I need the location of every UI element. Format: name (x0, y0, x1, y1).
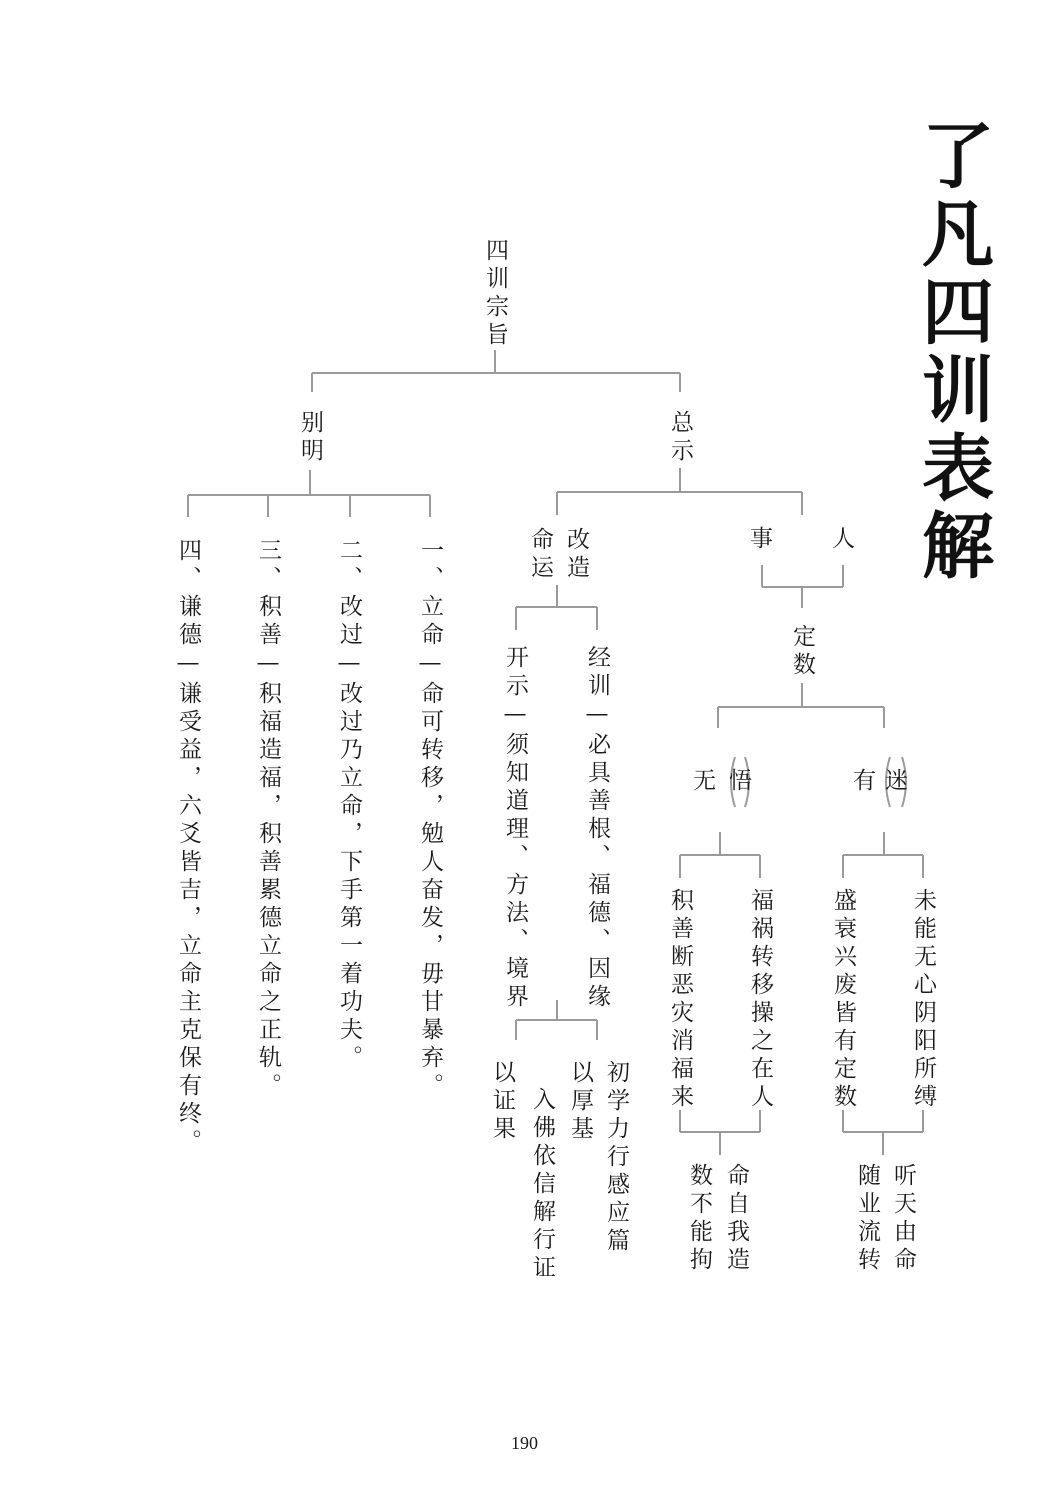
node-wu: 无 (693, 768, 716, 794)
wu-item-1: 福祸转移操之在人 (747, 888, 773, 1112)
node-ren: 人 (832, 526, 855, 552)
sub-item-4: 以证果 (489, 1060, 515, 1144)
node-shi: 事 (750, 526, 773, 552)
mi-result-1: 听天由命 (890, 1163, 916, 1275)
node-mi: 迷 (885, 768, 908, 794)
bieming-item-1: 一、立命—命可转移，勉人奋发，毋甘暴弃。 (417, 538, 443, 1101)
page-title: 了凡四训表解 (910, 118, 995, 586)
mi-item-1: 未能无心阴阳所缚 (910, 888, 936, 1112)
sub-item-3: 入佛依信解行证 (529, 1087, 555, 1283)
sub-item-2: 以厚基 (567, 1060, 593, 1144)
bieming-item-2: 二、改过—改过乃立命，下手第一着功夫。 (336, 538, 362, 1073)
root-node: 四训宗旨 (482, 238, 508, 350)
node-jingxun: 经训—必具善根、福德、因缘 (584, 645, 610, 1012)
node-wu-enlightened: 悟 (729, 768, 752, 794)
node-kaishi: 开示—须知道理、方法、境界 (502, 645, 528, 1012)
node-dingshu: 定数 (789, 624, 815, 680)
wu-result-1: 命自我造 (723, 1163, 749, 1275)
sub-item-1: 初学力行感应篇 (603, 1060, 629, 1256)
node-bieming: 别明 (297, 410, 323, 466)
mi-result-2: 随业流转 (854, 1163, 880, 1275)
node-you: 有 (853, 768, 876, 794)
mi-item-2: 盛衰兴废皆有定数 (830, 888, 856, 1112)
wu-item-2: 积善断恶灾消福来 (667, 888, 693, 1112)
bieming-item-3: 三、积善—积福造福，积善累德立命之正轨。 (255, 538, 281, 1101)
wu-result-2: 数不能拘 (686, 1163, 712, 1275)
node-zongshi: 总示 (667, 410, 693, 466)
bieming-item-4: 四、谦德—谦受益，六爻皆吉，立命主克保有终。 (175, 538, 201, 1157)
node-mingyun: 命运 (527, 527, 553, 583)
page-number: 190 (511, 1433, 538, 1453)
node-gaizao: 改造 (563, 527, 589, 583)
